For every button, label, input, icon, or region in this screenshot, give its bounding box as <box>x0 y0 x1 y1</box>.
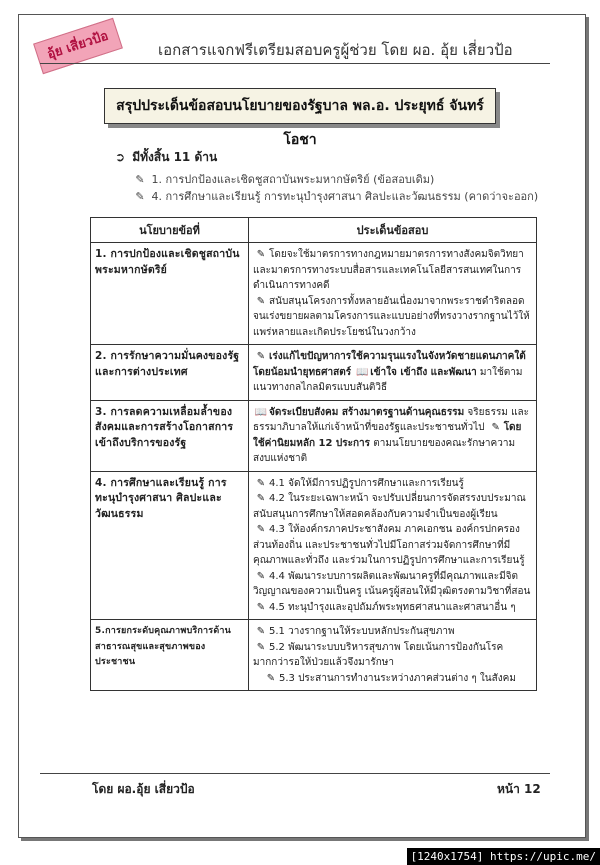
summary-point-text: 1. การปกป้องและเชิดชูสถาบันพระมหากษัตริย์ (ข้อสอบเดิม) <box>151 173 435 186</box>
pencil-icon: ✎ <box>256 626 266 637</box>
summary-lead-text: มีทั้งสิ้น 11 ด้าน <box>132 150 218 164</box>
pencil-icon: ✎ <box>135 173 145 186</box>
issue-item: ✎ เร่งแก้ไขปัญหาการใช้ความรุนแรงในจังหวัดชายแดนภาคใต้ โดยน้อมนำยุทธศาสตร์ 📖 เข้าใจ เข้าถึง และพัฒนา มาใช้ตามแนวทางกลไกลมิตรแบบสันติวิธี <box>253 351 526 393</box>
table-row <box>91 345 537 401</box>
summary-block <box>112 148 552 205</box>
book-icon: 📖 <box>356 366 369 378</box>
pencil-icon: ✎ <box>256 601 266 613</box>
column-header-issues: ประเด็นข้อสอบ <box>249 218 537 243</box>
policy-issues <box>249 243 537 345</box>
pencil-icon: ✎ <box>491 422 500 433</box>
footer-author: โดย ผอ.อุ้ย เสี่ยวป้อ <box>92 782 195 796</box>
footer-divider <box>40 773 550 774</box>
summary-lead <box>112 148 552 167</box>
policy-issues <box>249 345 537 401</box>
policy-name: 5.การยกระดับคุณภาพบริการด้านสาธารณสุขและสุขภาพของประชาชน <box>91 620 249 691</box>
pencil-icon: ✎ <box>256 295 266 307</box>
table-row <box>91 620 537 691</box>
page-number: หน้า 12 <box>497 782 541 796</box>
table-row <box>91 243 537 345</box>
pencil-icon: ✎ <box>256 524 266 535</box>
issue-item: ✎ โดยจะใช้มาตรการทางกฎหมายมาตรการทางสังคมจิตวิทยาและมาตรการทางระบบสื่อสารและเทคโนโลยีสารสนเทศในการดำเนินการทางคดี <box>253 249 524 291</box>
issue-item: ✎ 4.4 พัฒนาระบบการผลิตและพัฒนาครูที่มีคุณภาพและมีจิตวิญญาณของความเป็นครู เน้นครูผู้สอนให้มีวุฒิตรงตามวิชาที่สอน <box>253 570 531 597</box>
issue-item: ✎ 4.5 ทะนุบำรุงและอุปถัมภ์พระพุทธศาสนาและศาสนาอื่น ๆ <box>253 600 532 616</box>
policy-name: 2. การรักษาความมั่นคงของรัฐและการต่างประเทศ <box>91 345 249 401</box>
issue-item: ✎ 5.3 ประสานการทำงานระหว่างภาคส่วนต่าง ๆ ในสังคม <box>253 671 532 687</box>
policy-name: 3. การลดความเหลื่อมล้ำของสังคมและการสร้างโอกาสการเข้าถึงบริการของรัฐ <box>91 400 249 471</box>
document-title: สรุปประเด็นข้อสอบนโยบายของรัฐบาล พล.อ. ประยุทธ์ จันทร์โอชา <box>104 88 496 124</box>
policy-issues <box>249 471 537 620</box>
pencil-icon: ✎ <box>256 493 266 504</box>
column-header-policy: นโยบายข้อที่ <box>91 218 249 243</box>
policy-name: 4. การศึกษาและเรียนรู้ การทะนุบำรุงศาสนา ศิลปะและวัฒนธรรม <box>91 471 249 620</box>
table-header-row <box>91 218 537 243</box>
pencil-icon: ✎ <box>135 190 145 203</box>
pencil-icon: ✎ <box>256 351 266 362</box>
pencil-icon: ✎ <box>256 477 266 489</box>
policy-name: 1. การปกป้องและเชิดชูสถาบันพระมหากษัตริย์ <box>91 243 249 345</box>
pencil-icon: ✎ <box>256 641 266 653</box>
issue-item: ✎ 4.3 ให้องค์กรภาคประชาสังคม ภาคเอกชน องค์กรปกครองส่วนท้องถิ่น และประชาชนทั่วไปมีโอกาสร่วมจัดการศึกษาที่มีคุณภาพและทั่วถึง และร่วมในการปฏิรูปการศึกษาและการเรียนรู้ <box>253 524 525 566</box>
image-host-watermark: [1240x1754] https://upic.me/ <box>407 848 600 865</box>
summary-point <box>132 188 552 205</box>
header-divider <box>40 63 550 64</box>
author-stamp: อุ้ย เสี่ยวป้อ <box>33 18 123 74</box>
policy-table <box>90 217 537 691</box>
policy-issues <box>249 620 537 691</box>
issue-item: ✎ 5.1 วางรากฐานให้ระบบหลักประกันสุขภาพ <box>253 624 532 640</box>
page-header: เอกสารแจกฟรีเตรียมสอบครูผู้ช่วย โดย ผอ. อุ้ย เสี่ยวป้อ <box>158 41 513 59</box>
issue-item: ✎ 4.2 ในระยะเฉพาะหน้า จะปรับเปลี่ยนการจัดสรรงบประมาณสนับสนุนการศึกษาให้สอดคล้องกับความจำเป็นของผู้เรียน <box>253 493 526 520</box>
pencil-icon: ✎ <box>256 249 266 260</box>
policy-issues <box>249 400 537 471</box>
summary-point-text: 4. การศึกษาและเรียนรู้ การทะนุบำรุงศาสนา ศิลปะและวัฒนธรรม (คาดว่าจะออก) <box>151 190 539 203</box>
table-row <box>91 471 537 620</box>
issue-item: 📖 จัดระเบียบสังคม สร้างมาตรฐานด้านคุณธรรม จริยธรรม และธรรมาภิบาลให้แก่เจ้าหน้าที่ของรัฐและประชาชนทั่วไป ✎ โดยใช้ค่านิยมหลัก 12 ประการ ตามนโยบายของคณะรักษาความสงบแห่งชาติ <box>253 406 530 464</box>
issue-item: ✎ 4.1 จัดให้มีการปฏิรูปการศึกษาและการเรียนรู้ <box>253 476 532 492</box>
book-icon: 📖 <box>254 406 268 418</box>
pencil-icon: ✎ <box>266 672 276 684</box>
issue-item: ✎ 5.2 พัฒนาระบบบริหารสุขภาพ โดยเน้นการป้องกันโรคมากกว่ารอให้ป่วยแล้วจึงมารักษา <box>253 641 504 668</box>
summary-point <box>132 171 552 188</box>
issue-item: ✎ สนับสนุนโครงการทั้งหลายอันเนื่องมาจากพระราชดำริตลอดจนเร่งขยายผลตามโครงการและแบบอย่างที่ทรงวางรากฐานไว้ให้แพร่หลายและเกิดประโยชน์ในวงกว้าง <box>253 295 530 338</box>
arrow-circle-icon: ➲ <box>114 150 126 164</box>
pencil-icon: ✎ <box>256 570 266 582</box>
table-row <box>91 400 537 471</box>
